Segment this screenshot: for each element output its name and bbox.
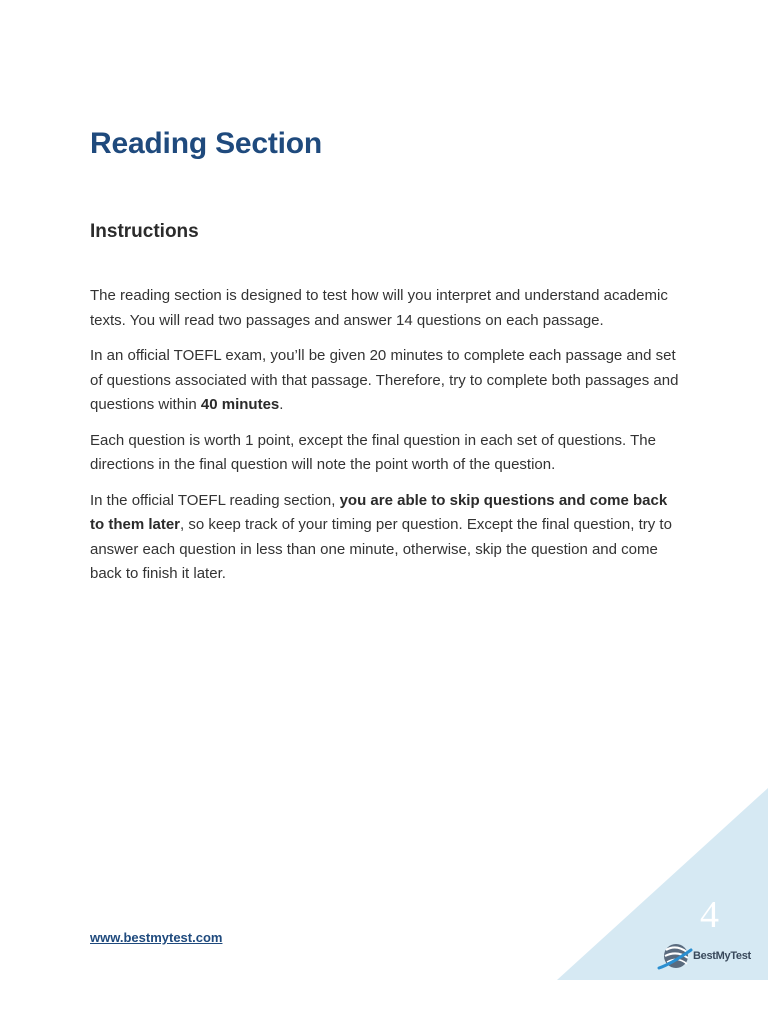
text-segment: Each question is worth 1 point, except the final question in each set of questions. The directions in the final question will note the point worth of the question. (90, 431, 656, 473)
logo-text: BestMyTest (693, 950, 751, 962)
text-segment: In an official TOEFL exam, you’ll be given 20 minutes to complete each passage and set of questions associated with that passage. Therefore, try to complete both passages and questions within (90, 347, 679, 413)
text-segment: . (279, 396, 284, 413)
bestmytest-logo (657, 940, 757, 976)
page-title: Reading Section (90, 127, 323, 160)
text-segment: The reading section is designed to test how will you interpret and understand academic texts. You will read two passages and answer 14 questions on each passage. (90, 287, 668, 329)
bold-text: you are able to skip questions and come back to them later (90, 491, 668, 533)
body-text (90, 284, 684, 598)
paragraph (90, 284, 684, 333)
bold-text: 40 minutes (200, 396, 280, 413)
section-subtitle: Instructions (90, 221, 199, 242)
website-link[interactable]: www.bestmytest.com (90, 930, 223, 945)
paragraph (90, 489, 684, 587)
text-segment: , so keep track of your timing per question. Except the final question, try to answer each question in less than one minute, otherwise, skip the question and come back to finish it later. (90, 516, 672, 582)
paragraph (90, 344, 684, 418)
page-number: 4 (700, 894, 719, 936)
text-segment: In the official TOEFL reading section, (90, 491, 340, 509)
paragraph (90, 429, 684, 478)
globe-swoosh-icon (657, 940, 693, 976)
